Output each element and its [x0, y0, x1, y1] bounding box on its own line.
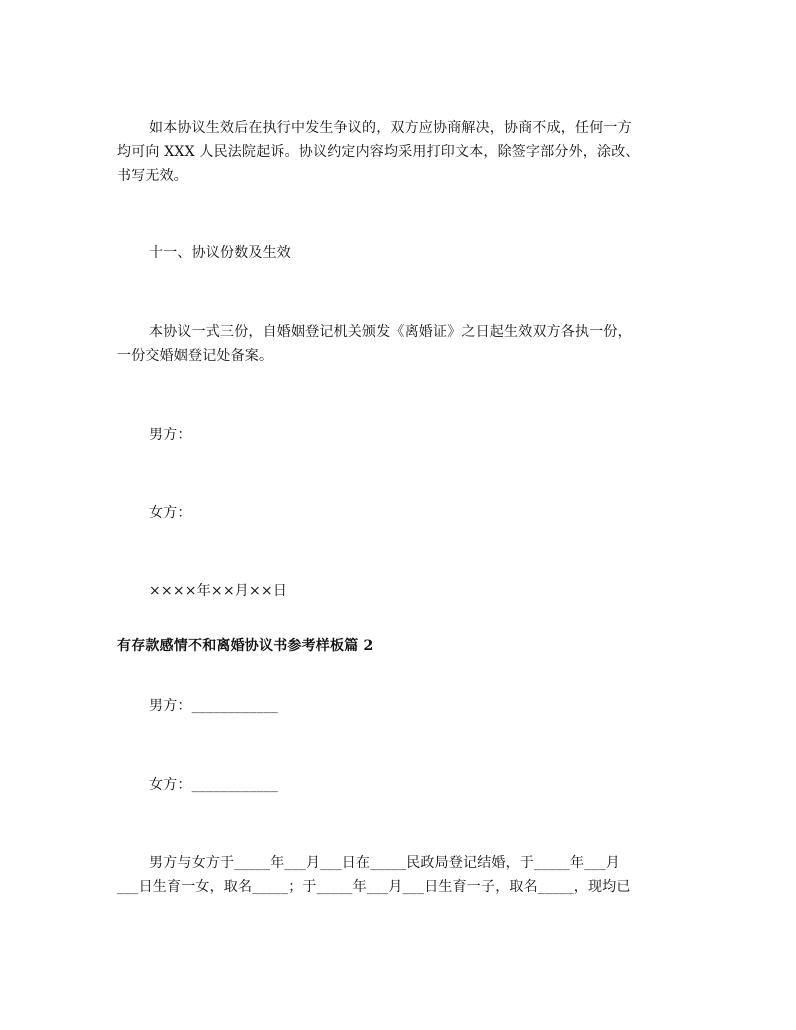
- template2-title: 有存款感情不和离婚协议书参考样板篇 2: [117, 638, 374, 654]
- copies-paragraph-line-1: 本协议一式三份，自婚姻登记机关颁发《离婚证》之日起生效双方各执一份，: [149, 324, 632, 340]
- dispute-paragraph-line-3: 书写无效。: [117, 168, 188, 184]
- marriage-paragraph-line-2: ___日生育一女，取名_____；于_____年___月___日生育一子，取名_____，现均已: [117, 879, 631, 895]
- date-line: ××××年××月××日: [149, 583, 288, 599]
- dispute-paragraph-line-1: 如本协议生效后在执行中发生争议的，双方应协商解决，协商不成，任何一方: [149, 120, 632, 136]
- female-party-label: 女方：: [149, 505, 192, 521]
- template2-male-line: 男方：____________: [149, 698, 278, 714]
- section-11-heading: 十一、协议份数及生效: [149, 245, 291, 261]
- copies-paragraph-line-2: 一份交婚姻登记处备案。: [117, 348, 274, 364]
- dispute-paragraph-line-2: 均可向 XXX 人民法院起诉。协议约定内容均采用打印文本，除签字部分外，涂改、: [117, 144, 640, 160]
- marriage-paragraph-line-1: 男方与女方于_____年___月___日在_____民政局登记结婚，于_____年___月: [149, 855, 620, 871]
- male-party-label: 男方：: [149, 427, 192, 443]
- template2-female-line: 女方：____________: [149, 777, 278, 793]
